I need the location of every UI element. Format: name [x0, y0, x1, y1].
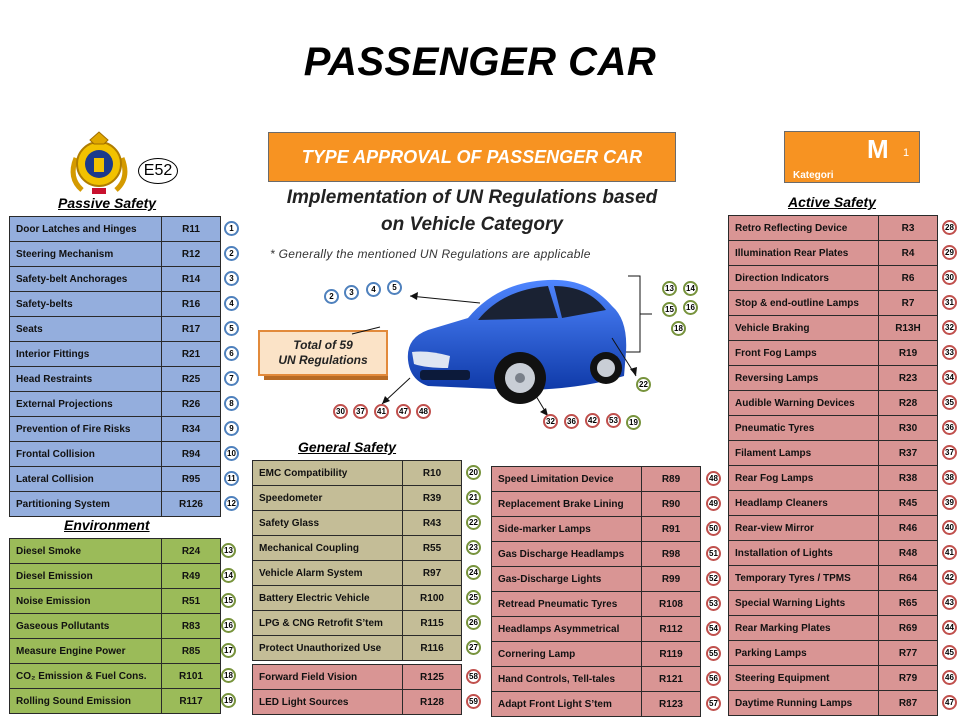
regulation-name: Direction Indicators: [729, 266, 879, 291]
regulation-code: R121: [642, 667, 701, 692]
regulation-number-badge: 55: [706, 646, 721, 661]
car-callout-badge: 5: [387, 280, 402, 295]
regulation-code: R77: [879, 641, 938, 666]
regulation-number-badge: 15: [221, 593, 236, 608]
car-callout-badge: 47: [396, 404, 411, 419]
regulation-name: Retread Pneumatic Tyres: [492, 592, 642, 617]
regulation-name: Parking Lamps: [729, 641, 879, 666]
car-callout-badge: 18: [671, 321, 686, 336]
regulation-name: Pneumatic Tyres: [729, 416, 879, 441]
regulation-name: Stop & end-outline Lamps: [729, 291, 879, 316]
regulation-number-badge: 30: [942, 270, 957, 285]
regulation-code: R125: [403, 665, 462, 690]
regulation-number-badge: 52: [706, 571, 721, 586]
regulation-code: R4: [879, 241, 938, 266]
regulation-name: External Projections: [10, 392, 162, 417]
regulation-number-badge: 49: [706, 496, 721, 511]
regulation-name: Forward Field Vision: [253, 665, 403, 690]
regulation-code: R24: [162, 539, 221, 564]
regulation-name: Cornering Lamp: [492, 642, 642, 667]
regulation-name: Seats: [10, 317, 162, 342]
page-title: PASSENGER CAR: [303, 40, 657, 84]
regulation-name: Door Latches and Hinges: [10, 217, 162, 242]
regulation-number-badge: 28: [942, 220, 957, 235]
regulation-code: R43: [403, 511, 462, 536]
regulation-name: Mechanical Coupling: [253, 536, 403, 561]
regulation-name: Head Restraints: [10, 367, 162, 392]
regulation-code: R116: [403, 636, 462, 661]
regulation-code: R30: [879, 416, 938, 441]
regulation-code: R11: [162, 217, 221, 242]
car-callout-badge: 22: [636, 377, 651, 392]
regulation-code: R98: [642, 542, 701, 567]
regulation-name: Installation of Lights: [729, 541, 879, 566]
regulation-code: R119: [642, 642, 701, 667]
regulation-code: R37: [879, 441, 938, 466]
regulation-name: Rear Marking Plates: [729, 616, 879, 641]
regulation-number-badge: 5: [224, 321, 239, 336]
regulation-name: Protect Unauthorized Use: [253, 636, 403, 661]
regulation-name: Illumination Rear Plates: [729, 241, 879, 266]
regulation-code: R39: [403, 486, 462, 511]
regulation-code: R108: [642, 592, 701, 617]
regulation-name: Vehicle Braking: [729, 316, 879, 341]
regulation-number-badge: 9: [224, 421, 239, 436]
regulation-number-badge: 35: [942, 395, 957, 410]
regulation-code: R14: [162, 267, 221, 292]
regulation-number-badge: 22: [466, 515, 481, 530]
regulation-number-badge: 12: [224, 496, 239, 511]
regulation-name: Headlamps Asymmetrical: [492, 617, 642, 642]
regulation-number-badge: 58: [466, 669, 481, 684]
category-label: Kategori: [793, 170, 834, 181]
regulation-number-badge: 1: [224, 221, 239, 236]
regulation-code: R99: [642, 567, 701, 592]
regulation-name: Gas-Discharge Lights: [492, 567, 642, 592]
regulation-code: R34: [162, 417, 221, 442]
regulation-name: Special Warning Lights: [729, 591, 879, 616]
regulation-number-badge: 40: [942, 520, 957, 535]
regulation-code: R19: [879, 341, 938, 366]
regulation-code: R64: [879, 566, 938, 591]
regulation-number-badge: 47: [942, 695, 957, 710]
regulation-number-badge: 38: [942, 470, 957, 485]
regulation-code: R16: [162, 292, 221, 317]
car-callout-badge: 42: [585, 413, 600, 428]
car-callout-badge: 48: [416, 404, 431, 419]
regulation-number-badge: 44: [942, 620, 957, 635]
regulation-name: Vehicle Alarm System: [253, 561, 403, 586]
regulation-name: Safety Glass: [253, 511, 403, 536]
regulation-code: R101: [162, 664, 221, 689]
regulation-number-badge: 25: [466, 590, 481, 605]
regulation-number-badge: 54: [706, 621, 721, 636]
regulation-number-badge: 27: [466, 640, 481, 655]
regulation-number-badge: 4: [224, 296, 239, 311]
regulation-code: R97: [403, 561, 462, 586]
category-main: M: [867, 134, 889, 164]
regulation-name: Steering Mechanism: [10, 242, 162, 267]
regulation-code: R21: [162, 342, 221, 367]
car-callout-badge: 3: [344, 285, 359, 300]
regulation-name: Speed Limitation Device: [492, 467, 642, 492]
type-approval-banner: TYPE APPROVAL OF PASSENGER CAR: [268, 132, 676, 182]
regulation-name: Frontal Collision: [10, 442, 162, 467]
regulation-number-badge: 57: [706, 696, 721, 711]
car-callout-badge: 36: [564, 414, 579, 429]
regulation-number-badge: 39: [942, 495, 957, 510]
regulation-number-badge: 11: [224, 471, 239, 486]
regulation-code: R51: [162, 589, 221, 614]
active-safety-title: Active Safety: [788, 194, 876, 210]
car-callout-badge: 41: [374, 404, 389, 419]
regulation-number-badge: 17: [221, 643, 236, 658]
regulation-name: Hand Controls, Tell-tales: [492, 667, 642, 692]
regulation-number-badge: 46: [942, 670, 957, 685]
regulation-name: Adapt Front Light S’tem: [492, 692, 642, 717]
car-callout-badge: 4: [366, 282, 381, 297]
regulation-number-badge: 7: [224, 371, 239, 386]
regulation-number-badge: 34: [942, 370, 957, 385]
passive-safety-title: Passive Safety: [58, 195, 157, 211]
regulation-name: Front Fog Lamps: [729, 341, 879, 366]
regulation-code: R89: [642, 467, 701, 492]
applicability-note: * Generally the mentioned UN Regulations are applicable: [270, 247, 591, 261]
regulation-code: R94: [162, 442, 221, 467]
car-callout-badge: 37: [353, 404, 368, 419]
category-sub: 1: [903, 147, 910, 159]
regulation-name: Speedometer: [253, 486, 403, 511]
regulation-name: Gaseous Pollutants: [10, 614, 162, 639]
regulation-name: Gas Discharge Headlamps: [492, 542, 642, 567]
regulation-name: LED Light Sources: [253, 690, 403, 715]
regulation-number-badge: 43: [942, 595, 957, 610]
regulation-number-badge: 48: [706, 471, 721, 486]
regulation-number-badge: 23: [466, 540, 481, 555]
regulation-number-badge: 29: [942, 245, 957, 260]
regulation-code: R95: [162, 467, 221, 492]
car-callout-badge: 13: [662, 281, 677, 296]
regulation-name: LPG & CNG Retrofit S’tem: [253, 611, 403, 636]
car-callout-badge: 53: [606, 413, 621, 428]
car-callout-badge: 32: [543, 414, 558, 429]
regulation-code: R117: [162, 689, 221, 714]
regulation-number-badge: 56: [706, 671, 721, 686]
environment-title: Environment: [64, 517, 150, 533]
regulation-code: R49: [162, 564, 221, 589]
regulation-name: Replacement Brake Lining: [492, 492, 642, 517]
regulation-name: Audible Warning Devices: [729, 391, 879, 416]
regulation-number-badge: 53: [706, 596, 721, 611]
regulation-name: CO₂ Emission & Fuel Cons.: [10, 664, 162, 689]
regulation-number-badge: 8: [224, 396, 239, 411]
regulation-number-badge: 18: [221, 668, 236, 683]
regulation-code: R83: [162, 614, 221, 639]
regulation-number-badge: 14: [221, 568, 236, 583]
car-callout-badge: 15: [662, 302, 677, 317]
regulation-number-badge: 19: [221, 693, 236, 708]
regulation-name: EMC Compatibility: [253, 461, 403, 486]
regulation-number-badge: 31: [942, 295, 957, 310]
car-callout-badge: 19: [626, 415, 641, 430]
regulation-code: R3: [879, 216, 938, 241]
regulation-name: Interior Fittings: [10, 342, 162, 367]
regulation-number-badge: 32: [942, 320, 957, 335]
regulation-number-badge: 36: [942, 420, 957, 435]
regulation-code: R87: [879, 691, 938, 716]
regulation-code: R28: [879, 391, 938, 416]
e52-mark: E52: [138, 158, 178, 184]
regulation-name: Lateral Collision: [10, 467, 162, 492]
regulation-code: R25: [162, 367, 221, 392]
total-line-2: UN Regulations: [278, 353, 368, 367]
regulation-name: Diesel Emission: [10, 564, 162, 589]
regulation-number-badge: 42: [942, 570, 957, 585]
regulation-name: Measure Engine Power: [10, 639, 162, 664]
regulation-code: R45: [879, 491, 938, 516]
regulation-number-badge: 51: [706, 546, 721, 561]
total-line-1: Total of 59: [293, 338, 353, 352]
regulation-name: Filament Lamps: [729, 441, 879, 466]
regulation-code: R126: [162, 492, 221, 517]
regulation-code: R48: [879, 541, 938, 566]
regulation-code: R12: [162, 242, 221, 267]
car-callout-badge: 14: [683, 281, 698, 296]
regulation-code: R115: [403, 611, 462, 636]
regulation-number-badge: 16: [221, 618, 236, 633]
regulation-name: Side-marker Lamps: [492, 517, 642, 542]
regulation-code: R46: [879, 516, 938, 541]
implementation-line-1: Implementation of UN Regulations based: [286, 187, 658, 208]
regulation-number-badge: 41: [942, 545, 957, 560]
regulation-name: Diesel Smoke: [10, 539, 162, 564]
car-callout-badge: 2: [324, 289, 339, 304]
regulation-name: Steering Equipment: [729, 666, 879, 691]
regulation-code: R79: [879, 666, 938, 691]
regulation-code: R123: [642, 692, 701, 717]
regulation-code: R128: [403, 690, 462, 715]
regulation-name: Safety-belt Anchorages: [10, 267, 162, 292]
regulation-number-badge: 6: [224, 346, 239, 361]
regulation-number-badge: 45: [942, 645, 957, 660]
regulation-name: Partitioning System: [10, 492, 162, 517]
regulation-name: Reversing Lamps: [729, 366, 879, 391]
regulation-code: R13H: [879, 316, 938, 341]
regulation-number-badge: 33: [942, 345, 957, 360]
regulation-code: R23: [879, 366, 938, 391]
regulation-name: Prevention of Fire Risks: [10, 417, 162, 442]
regulation-number-badge: 59: [466, 694, 481, 709]
regulation-name: Daytime Running Lamps: [729, 691, 879, 716]
regulation-code: R10: [403, 461, 462, 486]
regulation-number-badge: 20: [466, 465, 481, 480]
implementation-line-2: on Vehicle Category: [381, 214, 563, 235]
regulation-code: R55: [403, 536, 462, 561]
regulation-code: R90: [642, 492, 701, 517]
regulation-name: Temporary Tyres / TPMS: [729, 566, 879, 591]
regulation-code: R100: [403, 586, 462, 611]
regulation-code: R112: [642, 617, 701, 642]
car-callout-badge: 16: [683, 300, 698, 315]
regulation-code: R6: [879, 266, 938, 291]
regulation-code: R85: [162, 639, 221, 664]
regulation-name: Rear Fog Lamps: [729, 466, 879, 491]
regulation-name: Rolling Sound Emission: [10, 689, 162, 714]
car-callout-badge: 30: [333, 404, 348, 419]
general-safety-title: General Safety: [298, 439, 397, 455]
regulation-name: Rear-view Mirror: [729, 516, 879, 541]
regulation-number-badge: 3: [224, 271, 239, 286]
regulation-number-badge: 13: [221, 543, 236, 558]
regulation-code: R38: [879, 466, 938, 491]
regulation-name: Noise Emission: [10, 589, 162, 614]
regulation-name: Battery Electric Vehicle: [253, 586, 403, 611]
regulation-number-badge: 24: [466, 565, 481, 580]
regulation-number-badge: 21: [466, 490, 481, 505]
regulation-number-badge: 10: [224, 446, 239, 461]
regulation-name: Retro Reflecting Device: [729, 216, 879, 241]
regulation-number-badge: 37: [942, 445, 957, 460]
regulation-code: R69: [879, 616, 938, 641]
regulation-number-badge: 26: [466, 615, 481, 630]
regulation-code: R91: [642, 517, 701, 542]
regulation-code: R7: [879, 291, 938, 316]
regulation-number-badge: 50: [706, 521, 721, 536]
regulation-code: R26: [162, 392, 221, 417]
regulation-code: R17: [162, 317, 221, 342]
regulation-code: R65: [879, 591, 938, 616]
regulation-name: Headlamp Cleaners: [729, 491, 879, 516]
regulation-name: Safety-belts: [10, 292, 162, 317]
regulation-number-badge: 2: [224, 246, 239, 261]
